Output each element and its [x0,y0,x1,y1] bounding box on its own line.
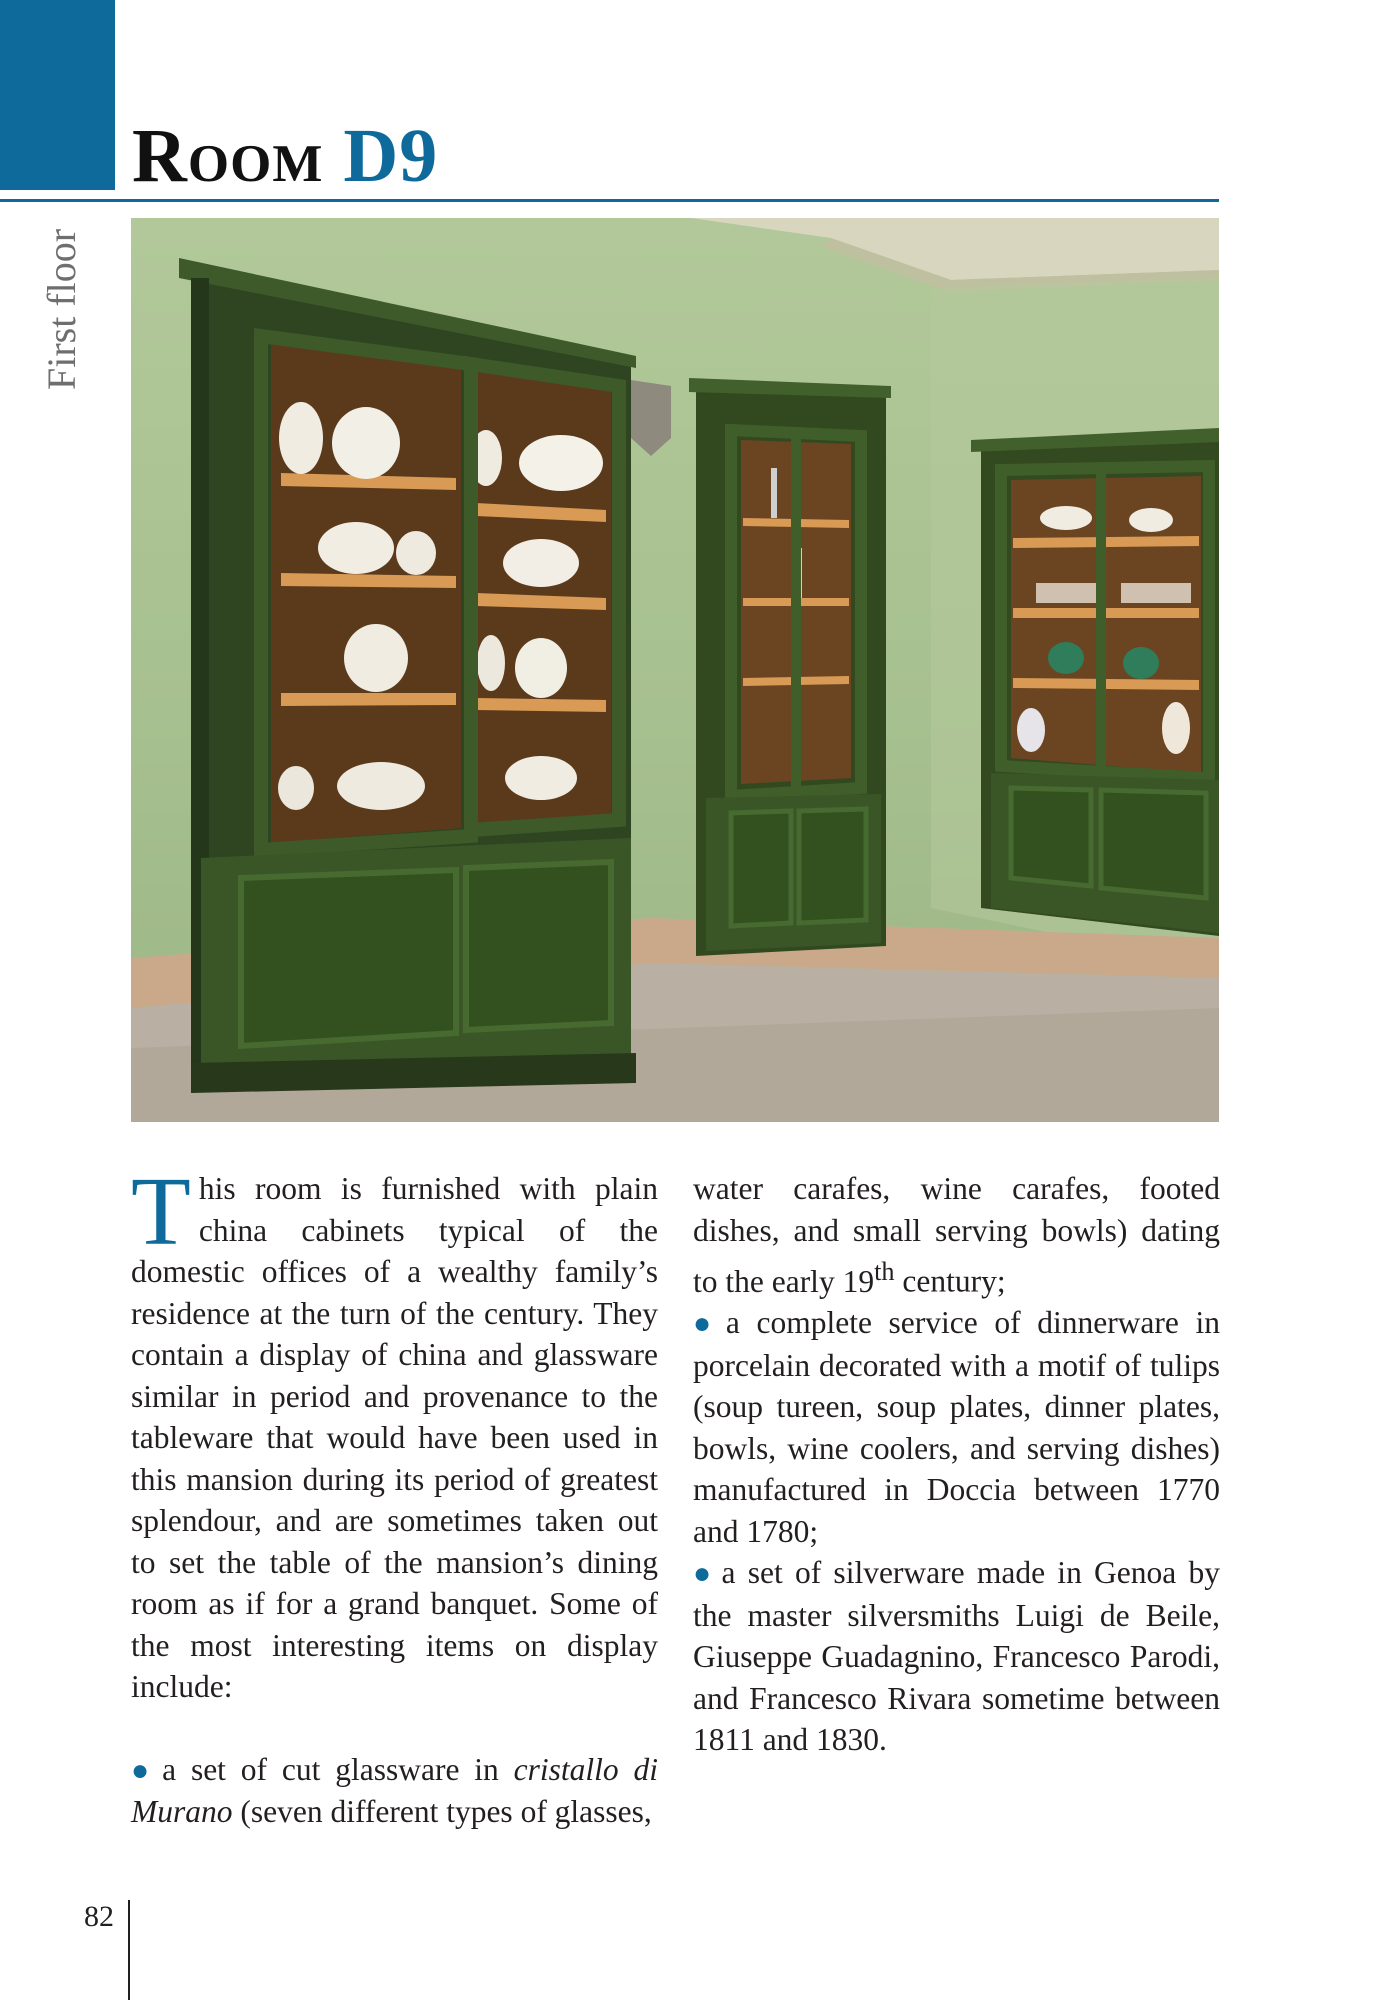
corner-color-tab [0,0,115,190]
item2-text: a complete service of dinnerware in porcelain decorated with a motif of tulips (soup tureen, soup plates, dinner plates, bowls, wine coolers, and serving dishes) manufactured in Doccia between 1770 and 1780; [693,1305,1220,1549]
list-item [693,1552,1220,1761]
item1-text-b: (seven different types of glasses, [232,1794,652,1829]
page-number: 82 [84,1900,114,1933]
intro-paragraph [131,1158,658,1708]
item1-text-a: a set of cut glassware in [162,1751,514,1787]
title-room-word: Room [132,114,324,198]
side-floor-label: First floor [39,228,84,390]
bullet-icon: ● [131,1753,157,1787]
list-item [131,1749,658,1833]
item1-superscript: th [874,1257,895,1286]
text-column-left [131,1158,659,1833]
page-title [132,114,439,198]
room-photo [131,218,1219,1122]
list-item [693,1302,1220,1552]
cabinet-right [971,428,1219,936]
drop-cap: T [131,1158,191,1266]
item3-text: a set of silverware made in Genoa by the master silversmiths Luigi de Beile, Giuseppe Guadagnino, Francesco Parodi, and Francesco Rivara sometime between 1811 and 1830. [693,1555,1221,1757]
item1-text-c: century; [894,1263,1006,1299]
list-item-continuation [693,1168,1220,1302]
item1-text-b-continued: water carafes, wine carafes, footed dishes, and small serving bowls) dating to the early 19 [693,1171,1220,1299]
item1-italic: cristallo di Murano [131,1751,659,1829]
cabinet-left [179,258,636,1093]
text-column-right [693,1168,1220,1761]
cabinet-middle [689,378,891,956]
bullet-icon: ● [693,1307,720,1340]
intro-text: his room is furnished with plain china cabinets typical of the domestic offices of a wealthy family’s residence at the turn of the century. They contain a display of china and glassware similar in period and provenance to the tableware that would have been used in this mansion during its period of greatest splendour, and are sometimes taken out to set the table of the mansion’s dining room as if for a grand banquet. Some of the most interesting items on display include: [131,1171,658,1704]
room-photo-illustration [131,218,1219,1122]
title-underline [0,199,1219,202]
paragraph-spacer [131,1708,658,1749]
bullet-icon: ● [693,1557,716,1590]
title-room-code: D9 [343,114,439,198]
page-number-rule [128,1900,130,2000]
